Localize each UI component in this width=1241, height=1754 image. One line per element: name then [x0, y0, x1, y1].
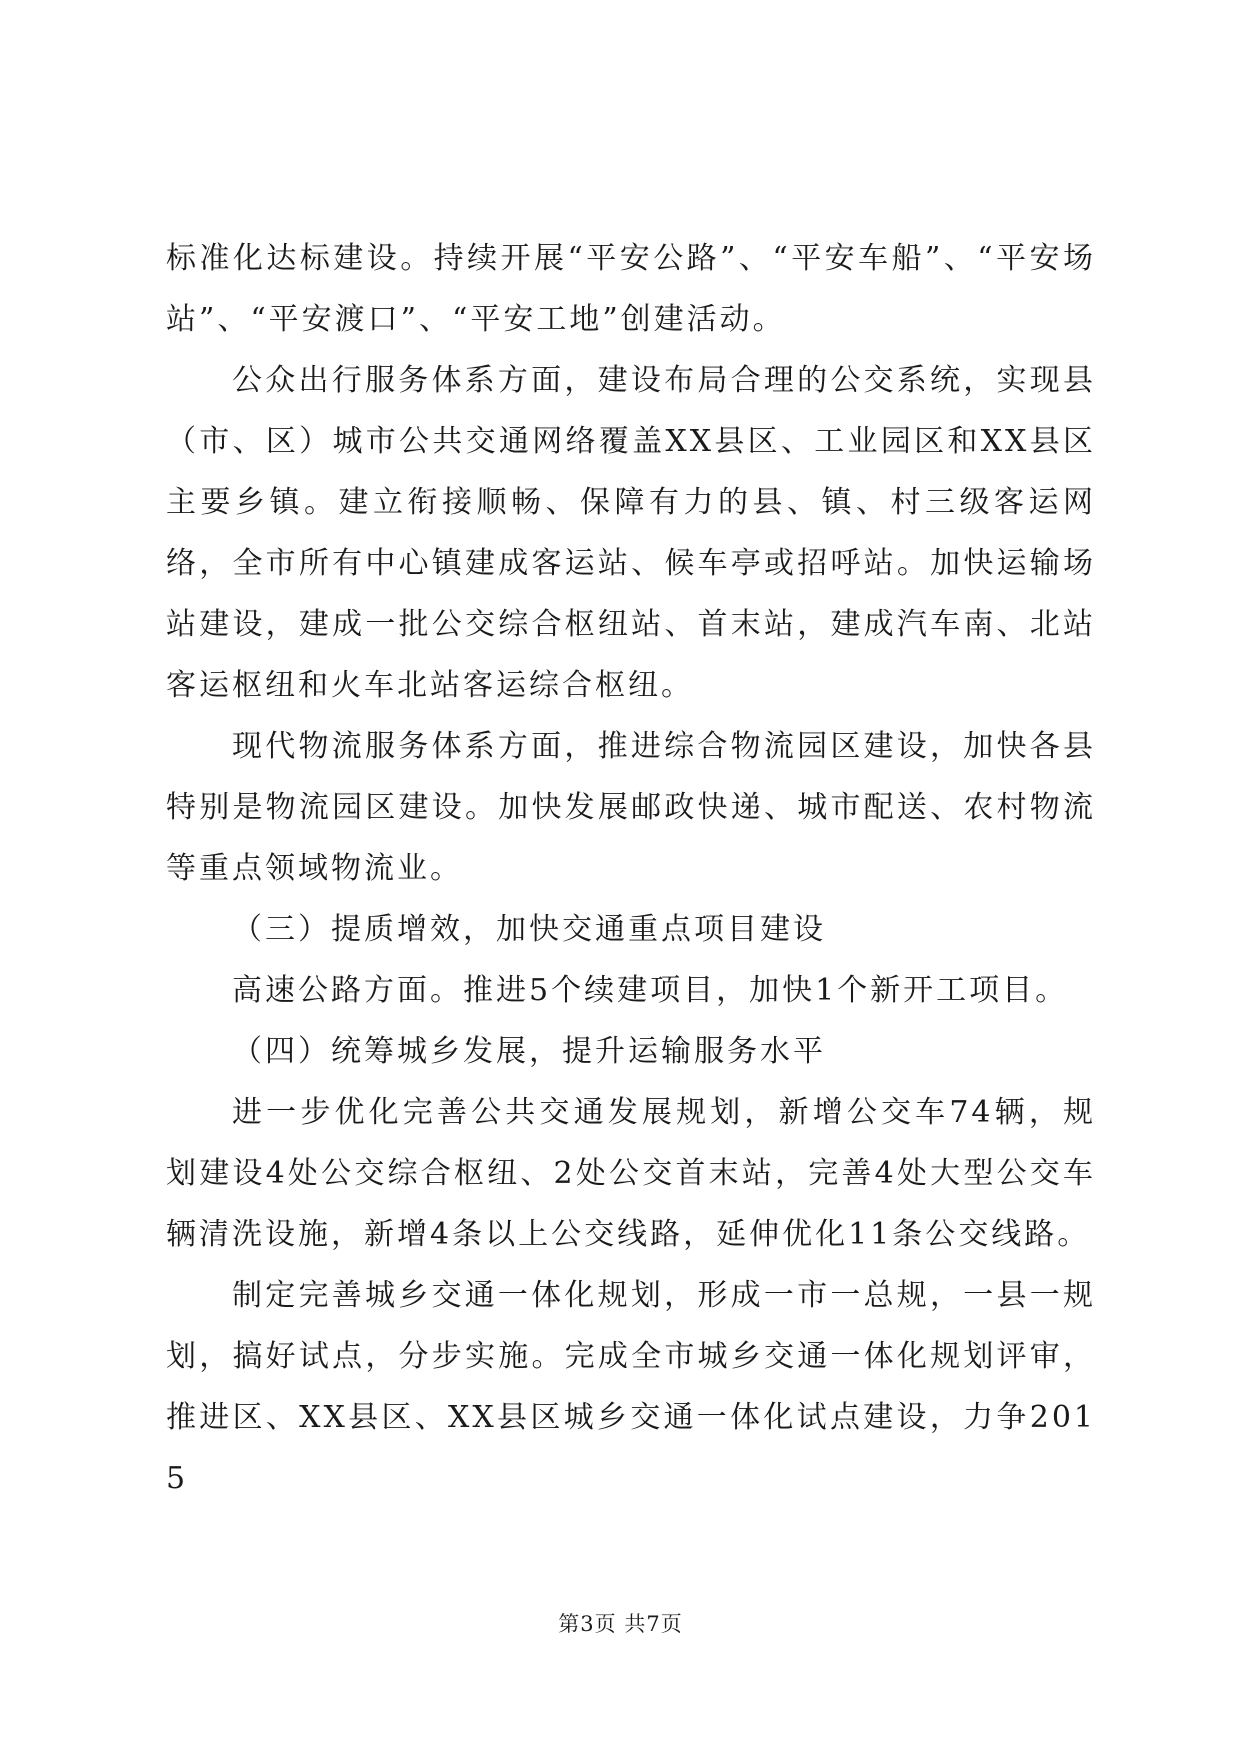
paragraph-bus-plan: 进一步优化完善公共交通发展规划，新增公交车74辆，规划建设4处公交综合枢纽、2处公交首末站，完善4处大型公交车辆清洗设施，新增4条以上公交线路，延伸优化11条公交线路。 [166, 1095, 1096, 1252]
paragraph-public-transit: 公众出行服务体系方面，建设布局合理的公交系统，实现县（市、区）城市公共交通网络覆盖XX县区、工业园区和XX县区主要乡镇。建立衔接顺畅、保障有力的县、镇、村三级客运网络，全市所有中心镇建成客运站、候车亭或招呼站。加快运输场站建设，建成一批公交综合枢纽站、首末站，建成汽车南、北站客运枢纽和火车北站客运综合枢纽。 [166, 363, 1096, 703]
paragraph-logistics: 现代物流服务体系方面，推进综合物流园区建设，加快各县特别是物流园区建设。加快发展邮政快递、城市配送、农村物流等重点领域物流业。 [166, 729, 1096, 886]
paragraph-continuation: 标准化达标建设。持续开展“平安公路”、“平安车船”、“平安场站”、“平安渡口”、“平安工地”创建活动。 [166, 241, 1096, 337]
paragraph-urban-rural: 制定完善城乡交通一体化规划，形成一市一总规，一县一规划，搞好试点，分步实施。完成全市城乡交通一体化规划评审，推进区、XX县区、XX县区城乡交通一体化试点建设，力争2015 [166, 1278, 1096, 1496]
section-heading-4: （四）统筹城乡发展，提升运输服务水平 [232, 1034, 826, 1069]
page-number-footer: 第3页 共7页 [558, 1612, 683, 1636]
section-heading-3: （三）提质增效，加快交通重点项目建设 [232, 912, 826, 947]
document-body [166, 228, 1096, 1509]
paragraph-highway: 高速公路方面。推进5个续建项目，加快1个新开工项目。 [232, 973, 1069, 1008]
